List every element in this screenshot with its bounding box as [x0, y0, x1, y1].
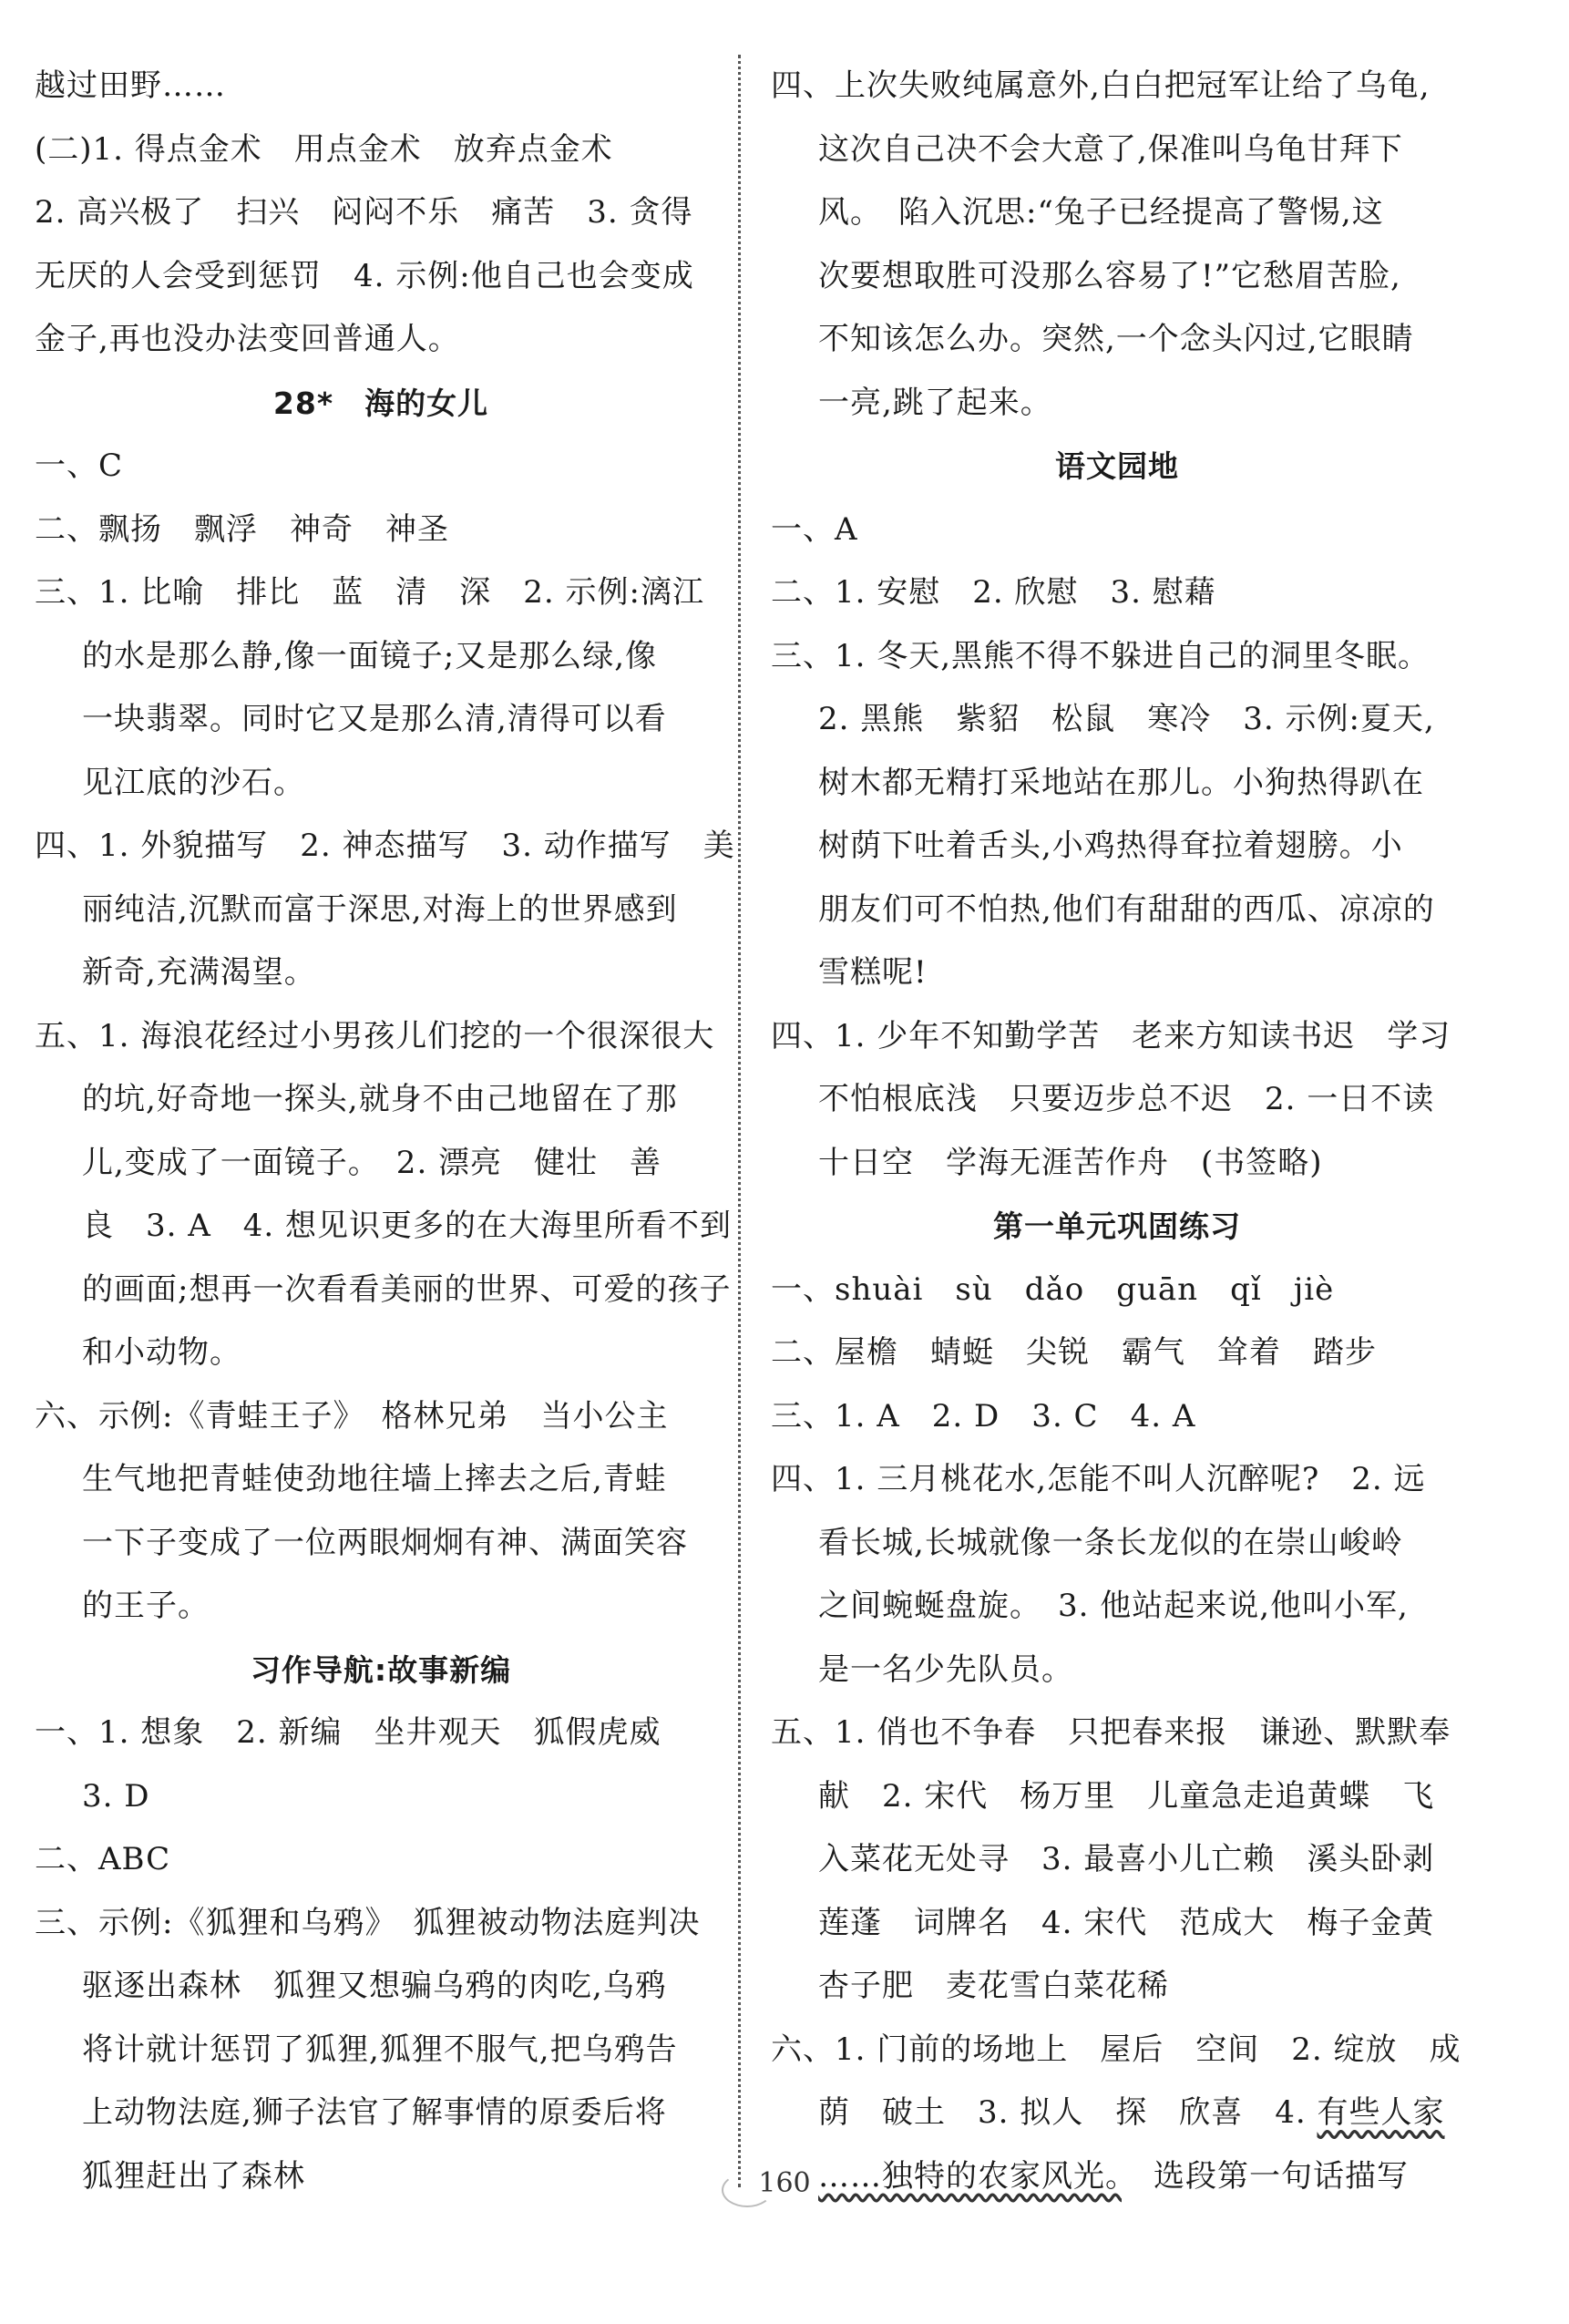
answer-line: 杏子肥 麦花雪白菜花稀	[818, 1968, 1169, 2004]
answer-line: 荫 破土 3. 拟人 探 欣喜 4. 有些人家	[818, 2094, 1445, 2131]
answer-line: 四、1. 少年不知勤学苦 老来方知读书迟 学习	[771, 1017, 1451, 1054]
answer-line: 五、1. 俏也不争春 只把春来报 谦逊、默默奉	[771, 1714, 1451, 1751]
answer-line: 越过田野……	[35, 67, 226, 104]
answer-line: 3. D	[82, 1777, 150, 1815]
answer-line: 雪糕呢!	[818, 954, 928, 991]
answer-line: 无厌的人会受到惩罚 4. 示例:他自己也会变成	[35, 257, 694, 294]
answer-line: 2. 高兴极了 扫兴 闷闷不乐 痛苦 3. 贪得	[35, 194, 693, 231]
answer-line: 不怕根底浅 只要迈步总不迟 2. 一日不读	[818, 1081, 1435, 1117]
answer-line: 见江底的沙石。	[82, 764, 305, 801]
answer-line: 三、示例:《狐狸和乌鸦》 狐狸被动物法庭判决	[35, 1904, 701, 1941]
answer-line: 六、1. 门前的场地上 屋后 空间 2. 绽放 成	[771, 2031, 1461, 2068]
answer-line: 树荫下吐着舌头,小鸡热得耷拉着翅膀。小	[818, 828, 1403, 864]
section-heading: 习作导航:故事新编	[250, 1651, 512, 1688]
answer-line: 三、1. 比喻 排比 蓝 清 深 2. 示例:漓江	[35, 574, 704, 611]
answer-line: 入菜花无处寻 3. 最喜小儿亡赖 溪头卧剥	[818, 1841, 1435, 1877]
answer-line: 五、1. 海浪花经过小男孩儿们挖的一个很深很大	[35, 1017, 715, 1054]
answer-line: 良 3. A 4. 想见识更多的在大海里所看不到	[82, 1208, 733, 1244]
answer-line: 树木都无精打采地站在那儿。小狗热得趴在	[818, 764, 1424, 801]
answer-line: 二、屋檐 蜻蜓 尖锐 霸气 耸着 踏步	[771, 1334, 1377, 1371]
answer-line: (二)1. 得点金术 用点金术 放弃点金术	[35, 130, 613, 168]
right-column	[771, 55, 1463, 2208]
answer-line: 这次自己决不会大意了,保准叫乌龟甘拜下	[818, 130, 1403, 168]
answer-line: 一、1. 想象 2. 新编 坐井观天 狐假虎威	[35, 1714, 661, 1751]
answer-line: 四、1. 三月桃花水,怎能不叫人沉醉呢? 2. 远	[771, 1461, 1426, 1497]
answer-line: 次要想取胜可没那么容易了!”它愁眉苦脸,	[818, 257, 1401, 294]
answer-line: 一下子变成了一位两眼炯炯有神、满面笑容	[82, 1524, 688, 1561]
answer-line: 六、示例:《青蛙王子》 格林兄弟 当小公主	[35, 1397, 669, 1435]
left-column	[35, 55, 735, 2208]
answer-line: 朋友们可不怕热,他们有甜甜的西瓜、凉凉的	[818, 890, 1435, 928]
wavy-underlined-text: 有些人家	[1317, 2094, 1445, 2131]
column-divider	[738, 55, 741, 2187]
answer-line: 一、C	[35, 447, 124, 484]
answer-line: 不知该怎么办。突然,一个念头闪过,它眼睛	[818, 321, 1414, 357]
answer-line: 新奇,充满渴望。	[82, 954, 316, 991]
answer-line: 生气地把青蛙使劲地往墙上摔去之后,青蛙	[82, 1461, 667, 1497]
answer-line: 二、飘扬 飘浮 神奇 神圣	[35, 510, 449, 548]
answer-line: 风。 陷入沉思:“兔子已经提高了警惕,这	[818, 194, 1384, 231]
answer-line: 三、1. A 2. D 3. C 4. A	[771, 1397, 1196, 1435]
answer-line: ……独特的农家风光。 选段第一句话描写	[818, 2157, 1409, 2195]
page-number: 160	[742, 2167, 826, 2199]
wavy-underlined-text: ……独特的农家风光。	[818, 2157, 1122, 2195]
answer-line: 2. 黑熊 紫貂 松鼠 寒冷 3. 示例:夏天,	[818, 701, 1435, 737]
answer-line: 一、A	[771, 510, 858, 548]
answer-line: 驱逐出森林 狐狸又想骗乌鸦的肉吃,乌鸦	[82, 1968, 667, 2004]
answer-line: 四、1. 外貌描写 2. 神态描写 3. 动作描写 美	[35, 828, 735, 864]
answer-line: 三、1. 冬天,黑熊不得不躲进自己的洞里冬眠。	[771, 637, 1431, 674]
answer-line: 莲蓬 词牌名 4. 宋代 范成大 梅子金黄	[818, 1904, 1435, 1941]
answer-line: 看长城,长城就像一条长龙似的在崇山峻岭	[818, 1524, 1403, 1561]
answer-line: 是一名少先队员。	[818, 1650, 1073, 1688]
answer-line: 的坑,好奇地一探头,就身不由己地留在了那	[82, 1081, 678, 1117]
answer-line: 将计就计惩罚了狐狸,狐狸不服气,把乌鸦告	[82, 2031, 678, 2068]
answer-line: 四、上次失败纯属意外,白白把冠军让给了乌龟,	[771, 67, 1431, 104]
page-footer	[0, 2167, 1569, 2199]
answer-line: 和小动物。	[82, 1334, 241, 1371]
answer-line: 金子,再也没办法变回普通人。	[35, 321, 460, 357]
answer-line: 之间蜿蜒盘旋。 3. 他站起来说,他叫小军,	[818, 1588, 1409, 1624]
answer-line: 一、shuài sù dǎo guān qǐ jiè	[771, 1270, 1335, 1308]
answer-line: 献 2. 宋代 杨万里 儿童急走追黄蝶 飞	[818, 1777, 1435, 1815]
answer-line: 狐狸赶出了森林	[82, 2157, 305, 2195]
section-heading: 28* 海的女儿	[272, 385, 489, 421]
answer-line: 一块翡翠。同时它又是那么清,清得可以看	[82, 701, 667, 737]
answer-line: 儿,变成了一面镜子。 2. 漂亮 健壮 善	[82, 1144, 662, 1181]
answer-line: 一亮,跳了起来。	[818, 384, 1052, 421]
answer-line: 二、1. 安慰 2. 欣慰 3. 慰藉	[771, 574, 1216, 611]
answer-line: 丽纯洁,沉默而富于深思,对海上的世界感到	[82, 890, 678, 928]
answer-line: 十日空 学海无涯苦作舟 (书签略)	[818, 1144, 1323, 1181]
answer-line: 的画面;想再一次看看美丽的世界、可爱的孩子	[82, 1270, 732, 1308]
answer-line: 上动物法庭,狮子法官了解事情的原委后将	[82, 2094, 667, 2131]
section-heading: 语文园地	[1055, 448, 1179, 484]
answer-line: 的水是那么静,像一面镜子;又是那么绿,像	[82, 637, 658, 674]
answer-line: 二、ABC	[35, 1841, 171, 1877]
section-heading: 第一单元巩固练习	[993, 1208, 1241, 1244]
answer-line: 的王子。	[82, 1588, 210, 1624]
